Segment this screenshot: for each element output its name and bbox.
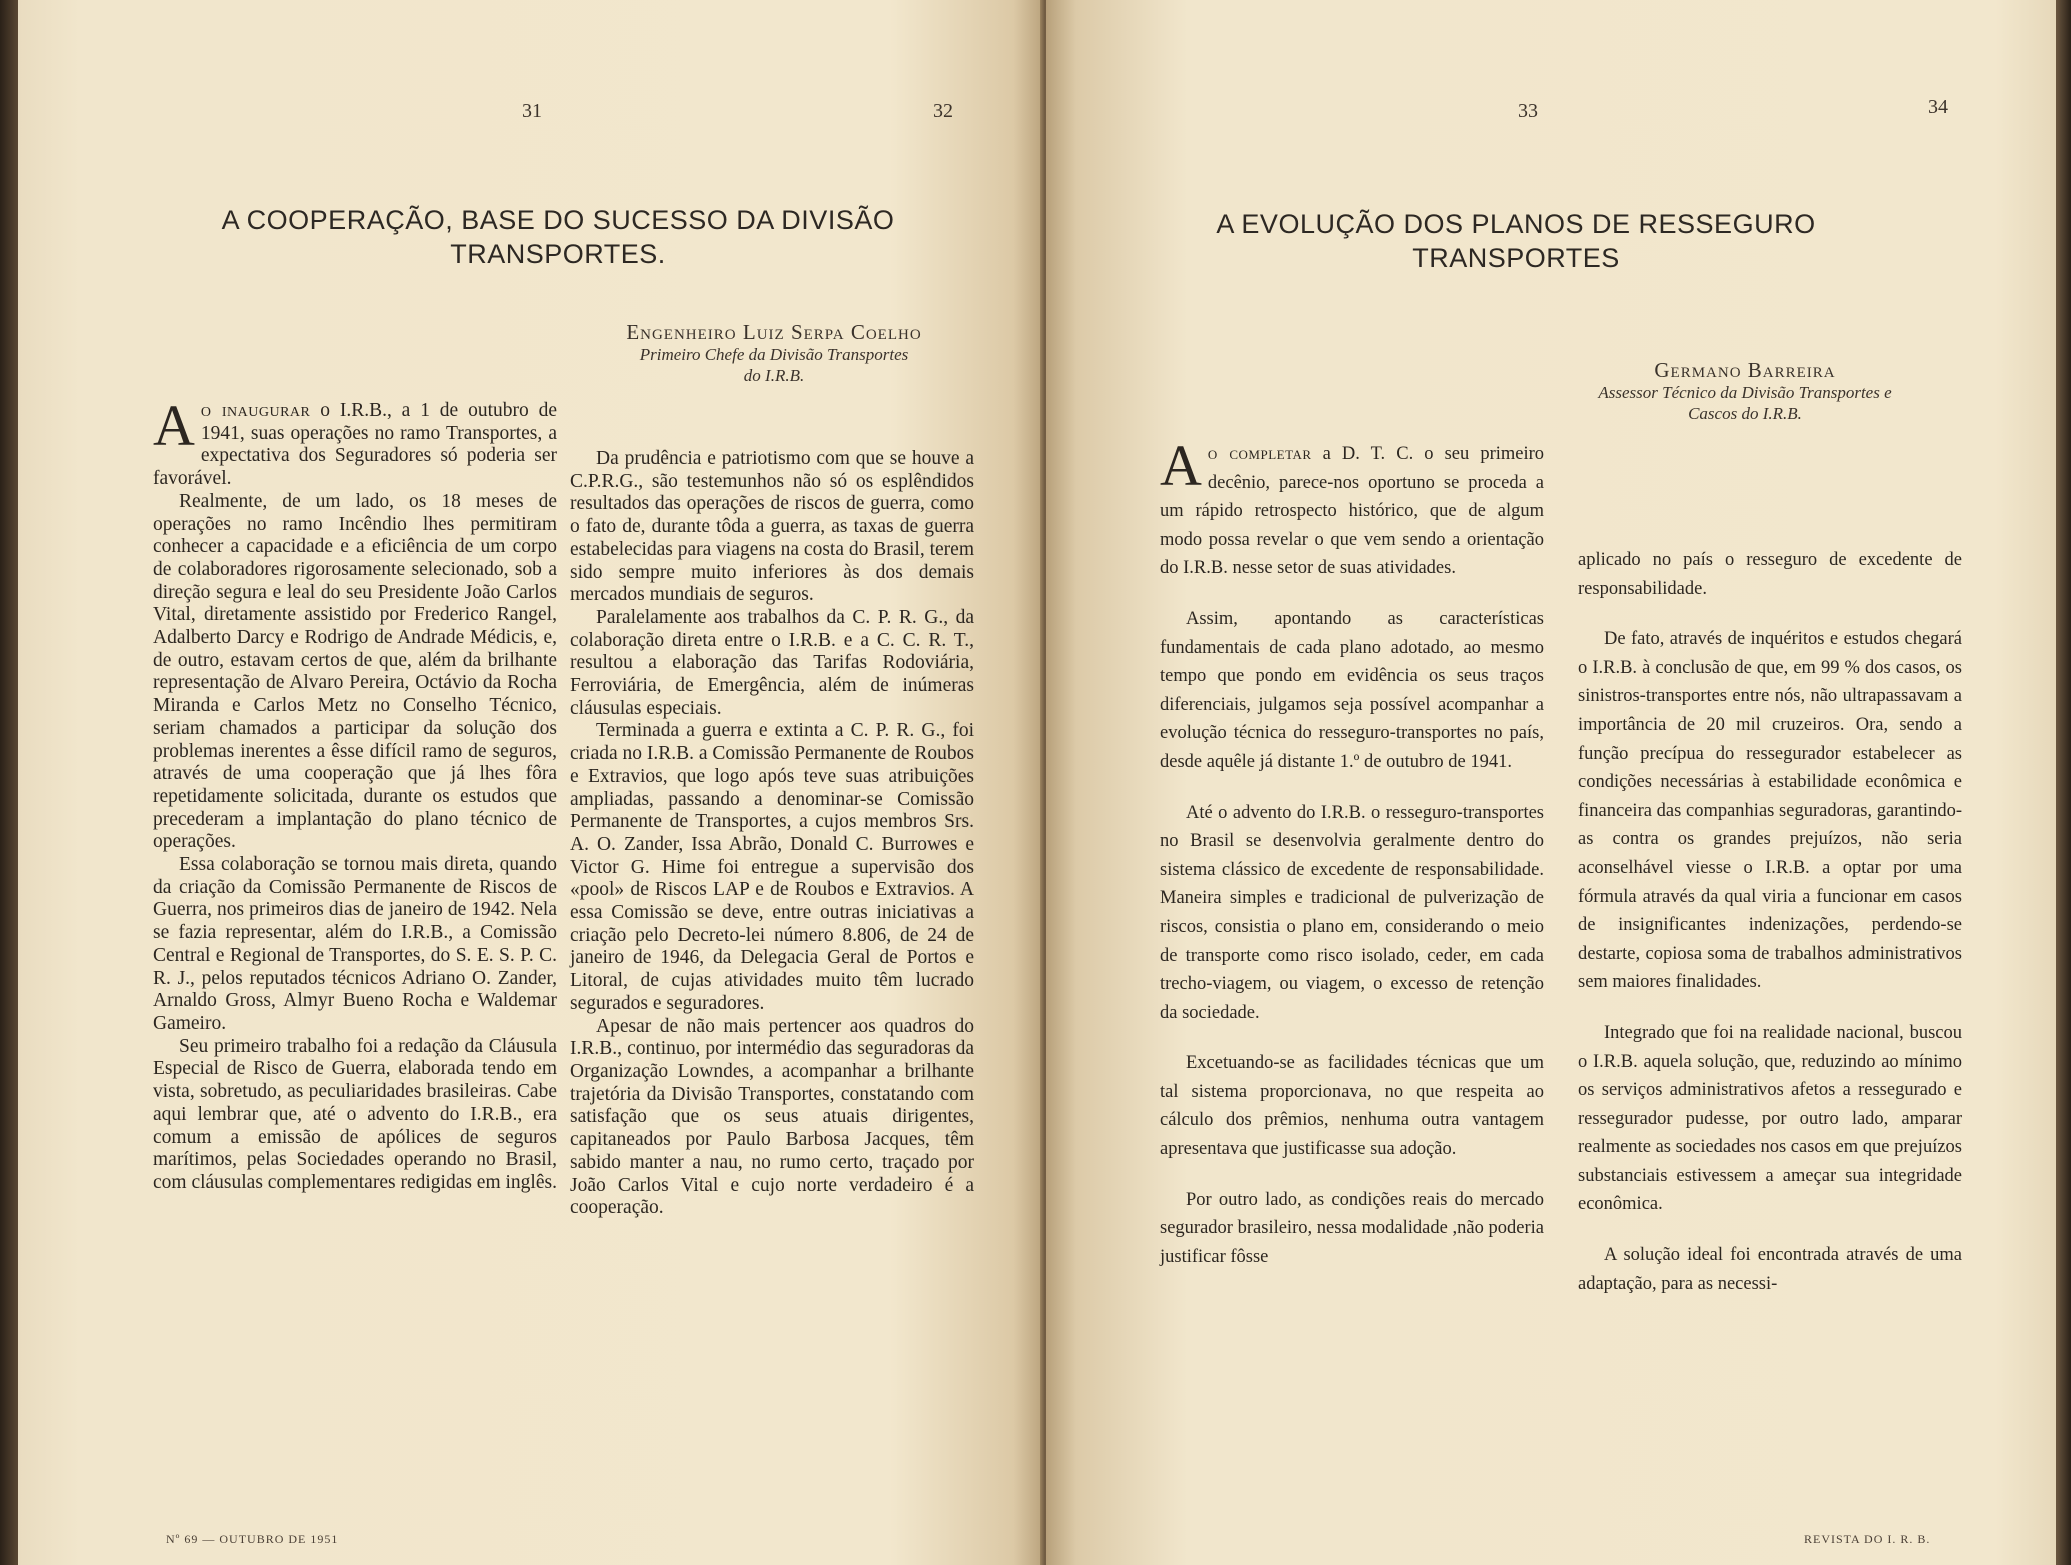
author-name: Engenheiro Luiz Serpa Coelho [626,320,922,344]
paragraph: Apesar de não mais pertencer aos quadros do I.R.B., continuo, por intermédio das seguradoras da Organização Lowndes, a acompanhar a brilhante trajetória da Divisão Transportes, constatando com satisfação que os seus atuais dirigentes, capitaneados por Paulo Barbosa Jacques, têm sabido manter a nau, no rumo certo, traçado por João Carlos Vital e cujo norte verdadeiro é a cooperação. [570,1015,974,1219]
drop-cap: A [1160,433,1202,498]
paragraph: De fato, através de inquéritos e estudos chegará o I.R.B. à conclusão de que, em 99 % dos casos, os sinistros-transportes entre nós, não ultrapassavam a importância de 20 mil cruzeiros. Ora, sendo a função precípua do ressegurador estabelecer as condições necessárias à estabilidade econômica e financeira das companhias seguradoras, garantindo-as contra os grandes prejuízos, não seria aconselhável viesse o I.R.B. a optar por uma fórmula através da qual viria a funcionar em casos de insignificantes indenizações, perdendo-se destarte, copiosa soma de trabalhos administrativos sem maiores finalidades. [1578,629,1962,993]
article-title-right [1196,207,1836,275]
paragraph [153,393,557,491]
paragraph: Paralelamente aos trabalhos da C. P. R. G., da colaboração direta entre o I.R.B. e a C. C. R. T., resultou a elaboração das Tarifas Rodoviária, Ferroviária, de Emergência, além de inúmeras cláusulas especiais. [570,606,974,719]
paragraph: Realmente, de um lado, os 18 meses de operações no ramo Incêndio lhes permitiram conhecer a capacidade e a eficiência de um corpo de colaboradores rigorosamente selecionado, sob a direção segura e leal do seu Presidente João Carlos Vital, diretamente assistido por Frederico Rangel, Adalberto Darcy e Rodrigo de Andrade Médicis, e, de outro, estavam certos de que, além da brilhante representação de Alvaro Pereira, Octávio da Rocha Miranda e Carlos Metz no Conselho Técnico, seriam chamados a participar da solução dos problemas inerentes a êsse difícil ramo de seguros, através de uma cooperação que já lhes fôra repetidamente solicitada, durante os estudos que precederam a implantação do plano técnico de operações. [153,490,557,853]
paragraph: A solução ideal foi encontrada através de uma adaptação, para as necessi- [1578,1245,1962,1294]
paragraph-text: o I.R.B., a 1 de outubro de 1941, suas operações no ramo Transportes, a expectativa dos Seguradores só poderia ser favorável. [153,400,557,490]
paragraph-text: a D. T. C. o seu primeiro decênio, parece-nos oportuno se proceda a um rápido retrospecto histórico, que de algum modo possa revelar o que vem sendo a orientação do I.R.B. nesse setor de suas atividades. [1160,444,1545,579]
footer-issue: Nº 69 — OUTUBRO DE 1951 [166,1532,339,1546]
lead-smallcaps: o inaugurar [200,400,311,421]
paragraph: Terminada a guerra e extinta a C. P. R. G., foi criada no I.R.B. a Comissão Permanente de Roubos e Extravios, que logo após teve suas atribuições ampliadas, passando a denominar-se Comissão Permanente de Transportes, a cujos membros Srs. A. O. Zander, Issa Abrão, Donald C. Burrowes e Victor G. Hime foi entregue a supervisão dos «pool» de Riscos LAP e de Roubos e Extravios. A essa Comissão se deve, entre outras iniciativas a criação pelo Decreto-lei número 8.806, de 24 de janeiro de 1946, da Delegacia Geral de Portos e Litoral, de cujas atividades muito têm lucrado segurados e seguradores. [570,720,975,1014]
title-line-1: A COOPERAÇÃO, BASE DO SUCESSO DA DIVISÃO [221,205,895,235]
title-line-1: A EVOLUÇÃO DOS PLANOS DE RESSEGURO [1216,209,1816,239]
title-line-2: TRANSPORTES. [450,239,666,269]
book-edge-left [0,0,18,1565]
author-role-line-1: Assessor Técnico da Divisão Transportes e [1598,383,1892,402]
paragraph: Excetuando-se as facilidades técnicas que um tal sistema proporcionava, no que respeita ao cálculo dos prêmios, nenhuma outra vantagem apresentava que justificasse sua adoção. [1160,1053,1544,1160]
page-number-31: 31 [522,100,542,122]
paragraph: Da prudência e patriotismo com que se houve a C.P.R.G., são testemunhos não só os esplêndidos resultados das operações de riscos de guerra, como o fato de, durante tôda a guerra, as taxas de guerra estabelecidas para viagens na costa do Brasil, terem sido sempre muito inferiores às dos demais mercados mundiais de seguros. [570,448,974,606]
lead-smallcaps: o completar [1207,444,1312,464]
page-number-33: 33 [1518,100,1538,122]
left-column-2 [570,448,974,1220]
author-role-line-2: Cascos do I.R.B. [1688,404,1802,423]
title-line-2: TRANSPORTES [1412,243,1620,273]
page-number-34: 34 [1928,96,1948,118]
author-role-line-1: Primeiro Chefe da Divisão Transportes [639,345,909,364]
footer-journal: REVISTA DO I. R. B. [1804,1532,1931,1546]
author-role-line-2: do I.R.B. [743,366,805,385]
paragraph [1160,433,1545,583]
paragraph: Assim, apontando as características fundamentais de cada plano adotado, ao mesmo tempo que pondo em evidência os seus traços diferenciais, julgamos seja possível acompanhar a evolução técnica do resseguro-transportes no país, desde aquêle já distante 1.º de outubro de 1941. [1160,608,1544,772]
drop-cap: A [153,393,195,458]
author-block-left [574,320,974,386]
right-page [1046,0,2056,1565]
left-column-1 [153,393,557,1195]
left-page [18,0,1044,1565]
right-column-2 [1578,546,1962,1298]
book-edge-right [2056,0,2071,1565]
article-title-left [178,203,938,271]
right-column-1 [1160,433,1545,1271]
page-number-32: 32 [933,100,953,122]
paragraph: Essa colaboração se tornou mais direta, quando da criação da Comissão Permanente de Riscos de Guerra, nos primeiros dias de janeiro de 1942. Nela se fazia representar, além do I.R.B., a Comissão Central e Regional de Transportes, do S. E. S. P. C. R. J., pelos reputados técnicos Adriano O. Zander, Arnaldo Gross, Almyr Bueno Rocha e Waldemar Gameiro. [153,854,557,1034]
author-block-right [1550,358,1940,424]
paragraph: aplicado no país o resseguro de excedente de responsabilidade. [1578,550,1962,599]
paragraph: Até o advento do I.R.B. o resseguro-transportes no Brasil se desenvolvia geralmente dentro do sistema clássico de excedente de responsabilidade. Maneira simples e tradicional de pulverização de riscos, consistia o plano em, considerando o meio de transporte como risco isolado, ceder, em cada trecho-viagem, ou viagem, o excesso de retenção da sociedade. [1160,802,1544,1023]
author-name: Germano Barreira [1654,358,1836,382]
paragraph: Por outro lado, as condições reais do mercado segurador brasileiro, nessa modalidade ,não poderia justificar fôsse [1160,1189,1544,1267]
paragraph: Seu primeiro trabalho foi a redação da Cláusula Especial de Risco de Guerra, elaborada tendo em vista, sobretudo, as peculiaridades brasileiras. Cabe aqui lembrar que, até o advento do I.R.B., era comum a emissão de apólices de seguros marítimos, pelas Sociedades operando no Brasil, com cláusulas complementares redigidas em inglês. [153,1035,557,1193]
paragraph: Integrado que foi na realidade nacional, buscou o I.R.B. aquela solução, que, reduzindo ao mínimo os serviços administrativos afetos a ressegurado e ressegurador pudesse, por outro lado, amparar realmente as sociedades nos casos em que prejuízos substanciais estivessem a ameçar sua integridade econômica. [1578,1022,1962,1215]
